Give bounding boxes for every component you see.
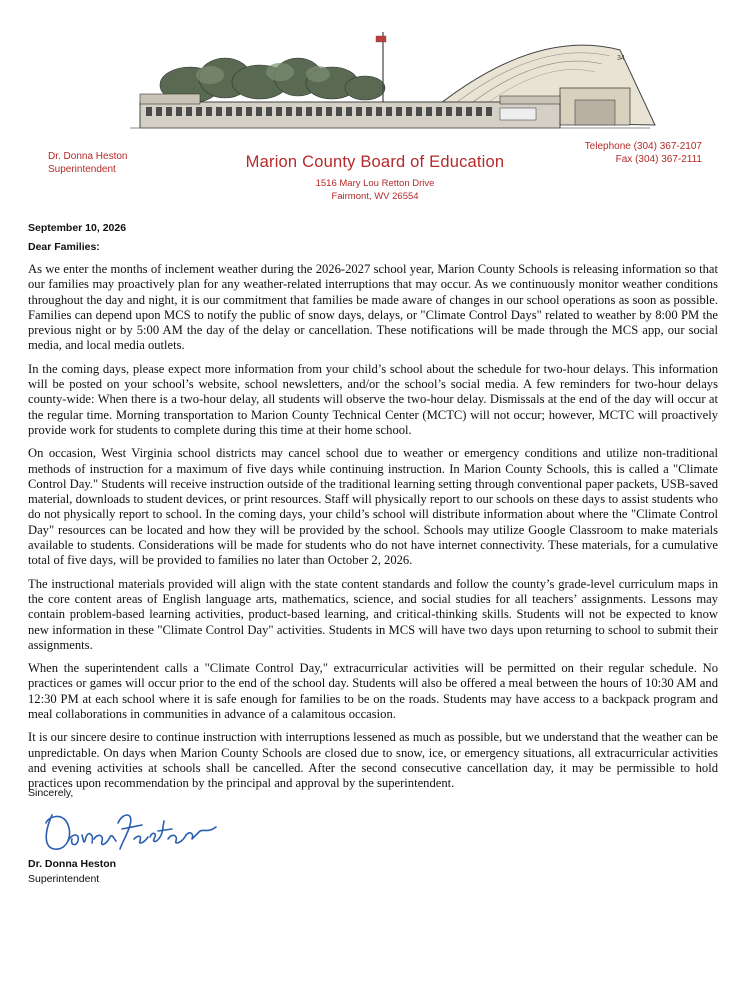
body-paragraph: As we enter the months of inclement weather during the 2026-2027 school year, Marion County Schools is releasing information so that our families may proactively plan for any weather-related interruptions that may occur. As we continuously monitor weather conditions throughout the day and night, it is our commitment that families be made aware of changes in our school operations as soon as possible. Families can depend upon MCS to notify the public of snow days, delays, or "Climate Control Days" related to weather by 8:00 PM the previous night or by 5:00 AM the day of the delay or cancellation. These notifications will be made through the MCS app, our social media, and local media outlets.: [28, 262, 718, 353]
superintendent-title: Superintendent: [48, 164, 116, 175]
handwritten-signature: [38, 803, 238, 861]
telephone-number: Telephone (304) 367-2107: [584, 141, 702, 152]
body-paragraph: It is our sincere desire to continue instruction with interruptions lessened as much as possible, but we understand that the weather can be unpredictable. On days when Marion County Schools are closed due to snow, ice, or emergency situations, all extracurricular activities and evening activities at schools shall be cancelled. After the second consecutive cancellation day, it may be permissible to hold practices upon recommendation by the principal and approval by the superintendent.: [28, 730, 718, 791]
letter-date: September 10, 2026: [28, 222, 127, 234]
signer-name: Dr. Donna Heston: [28, 858, 117, 870]
address-line-1: 1516 Mary Lou Retton Drive: [315, 178, 435, 189]
school-building-illustration: [120, 30, 660, 135]
organization-name: Marion County Board of Education: [245, 153, 505, 171]
closing: Sincerely,: [28, 787, 74, 799]
svg-text:34: 34: [617, 55, 625, 62]
salutation: Dear Families:: [28, 241, 100, 253]
body-paragraph: The instructional materials provided will align with the state content standards and follow the county’s grade-level curriculum maps in the core content areas of English language arts, mathematics, science, and social studies for all teachers’ assignments. Lessons may contain problem-based learning activities, product-based learning, and critical-thinking skills. Students will not be expected to know new information in these "Climate Control Day" activities. Students in MCS will have two days upon returning to school to submit their assignments.: [28, 576, 718, 652]
letterhead: [0, 0, 750, 215]
superintendent-name: Dr. Donna Heston: [48, 151, 128, 162]
fax-number: Fax (304) 367-2111: [615, 154, 702, 165]
signer-title: Superintendent: [28, 873, 100, 885]
address-line-2: Fairmont, WV 26554: [331, 191, 419, 202]
body-paragraph: When the superintendent calls a "Climate Control Day," extracurricular activities will be permitted on their regular schedule. No practices or games will occur prior to the end of the school day. Students will also be offered a meal between the hours of 10:30 AM and 12:30 PM at each school where it is safe enough for families to be on the roads. Students may have access to a backpack program and meal collaborations in communities in advance of a calamitous occasion.: [28, 661, 718, 722]
body-paragraph: On occasion, West Virginia school districts may cancel school due to weather or emergency conditions and utilize non-traditional methods of instruction for a maximum of five days while continuing instruction. In Marion County Schools, this is called a "Climate Control Day." Students will receive instruction outside of the traditional learning setting through conventional paper packets, USB-saved material, downloads to student devices, or print resources. Staff will physically report to our schools on these days to assist students who do not physically report to school. In the coming days, your child’s school will distribute information about where the "Climate Control Day" resources can be located and how they will be provided by the school. Schools may utilize Google Classroom to make materials available to students. Considerations will be made for students who do not have internet connectivity. These materials, for a cumulative total of five days, will be provided to families no later than October 2, 2026.: [28, 446, 718, 568]
body-paragraph: In the coming days, please expect more information from your child’s school about the schedule for two-hour delays. This information will be posted on your school’s website, school newsletters, and/or the school’s social media. A few reminders for two-hour delays county-wide: When there is a two-hour delay, all students will observe the two-hour delay. Dismissals at the end of the day will occur at the regular time. Morning transportation to Marion County Technical Center (MCTC) will not occur; however, MCTC will proactively provide work for students to complete during this time at their home school.: [28, 361, 718, 437]
letter-body: [28, 262, 718, 800]
